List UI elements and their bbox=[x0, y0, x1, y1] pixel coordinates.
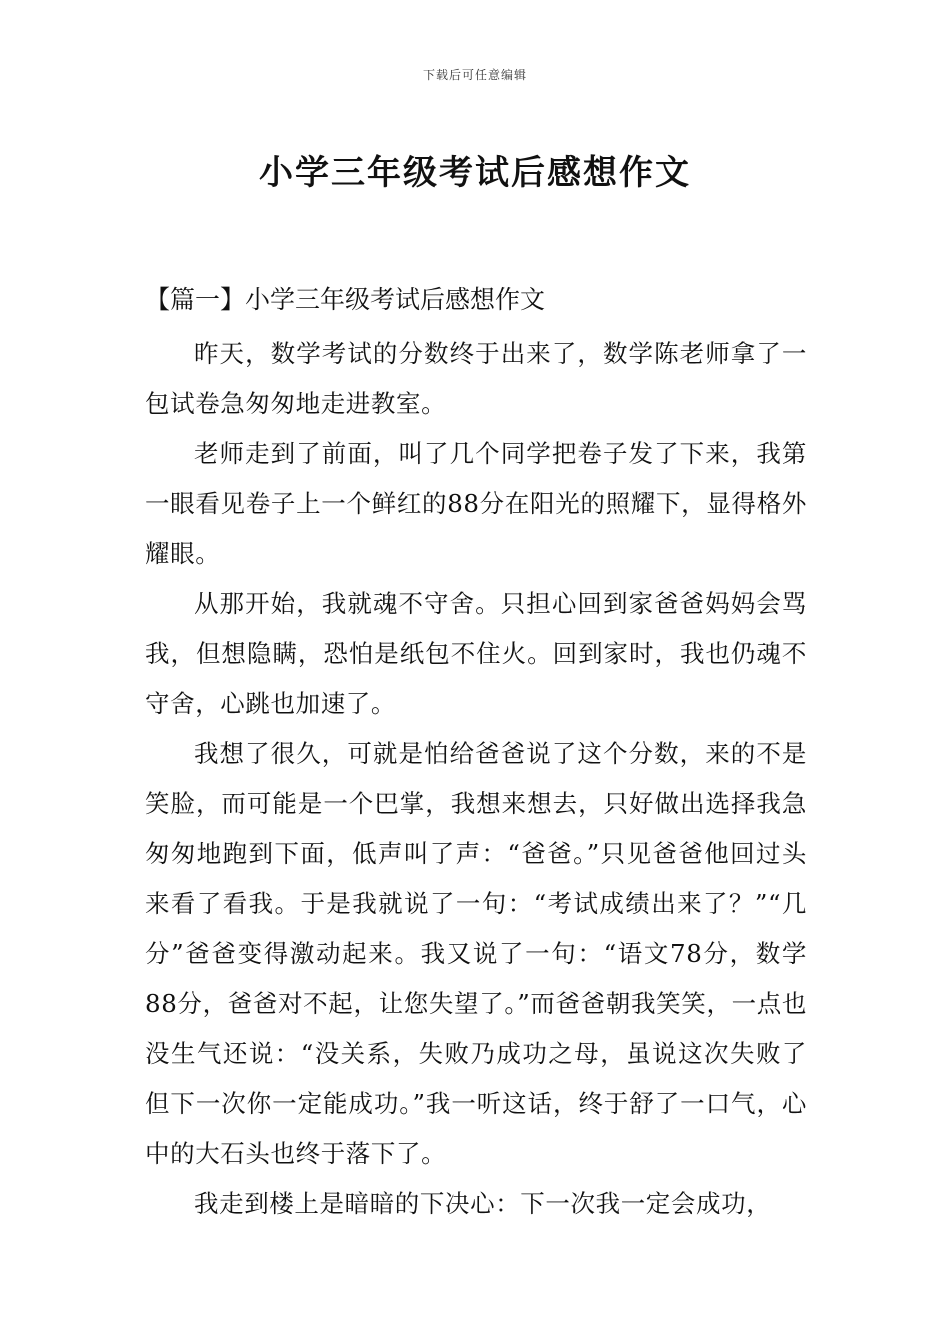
paragraph-1: 昨天，数学考试的分数终于出来了，数学陈老师拿了一包试卷急匆匆地走进教室。 bbox=[145, 339, 807, 418]
paragraph-5: 我走到楼上是暗暗的下决心：下一次我一定会成功， bbox=[194, 1189, 772, 1218]
section-heading: 【篇一】小学三年级考试后感想作文 bbox=[145, 285, 546, 314]
article-body bbox=[145, 281, 807, 1229]
paragraph-2: 老师走到了前面，叫了几个同学把卷子发了下来，我第一眼看见卷子上一个鲜红的88分在阳光的照耀下，显得格外耀眼。 bbox=[145, 439, 807, 568]
page-header-note: 下载后可任意编辑 bbox=[422, 68, 527, 82]
document-title: 小学三年级考试后感想作文 bbox=[259, 152, 691, 193]
paragraph-3: 从那开始，我就魂不守舍。只担心回到家爸爸妈妈会骂我，但想隐瞒，恐怕是纸包不住火。回到家时，我也仍魂不守舍，心跳也加速了。 bbox=[145, 589, 807, 718]
paragraph-4: 我想了很久，可就是怕给爸爸说了这个分数，来的不是笑脸，而可能是一个巴掌，我想来想去，只好做出选择我急匆匆地跑到下面，低声叫了声：“爸爸。”只见爸爸他回过头来看了看我。于是我就说了一句：“考试成绩出来了？”“几分”爸爸变得激动起来。我又说了一句：“语文78分，数学88分，爸爸对不起，让您失望了。”而爸爸朝我笑笑，一点也没生气还说：“没关系，失败乃成功之母，虽说这次失败了但下一次你一定能成功。”我一听这话，终于舒了一口气，心中的大石头也终于落下了。 bbox=[145, 739, 807, 1168]
